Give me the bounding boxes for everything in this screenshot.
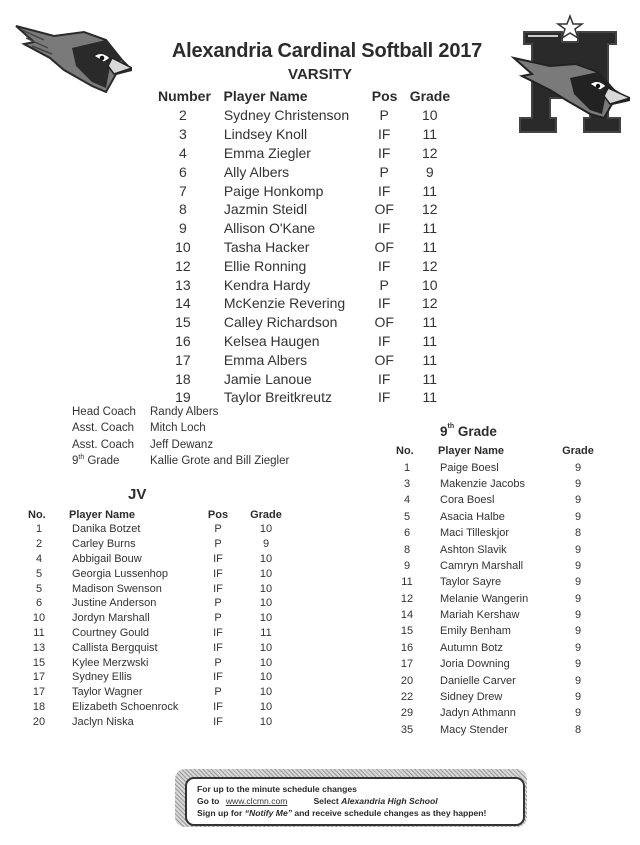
player-grade: 10 xyxy=(259,671,273,684)
table-row xyxy=(152,275,452,294)
coach-row xyxy=(72,420,289,436)
player-name: Emily Benham xyxy=(440,625,511,638)
player-grade: 8 xyxy=(574,723,582,736)
player-number: 6 xyxy=(403,527,411,540)
table-row xyxy=(152,144,452,163)
table-row xyxy=(28,552,298,567)
table-row xyxy=(396,607,596,623)
column-header-grade: Grade xyxy=(562,445,594,458)
table-row xyxy=(396,672,596,688)
player-number: 29 xyxy=(400,707,414,720)
player-grade: 10 xyxy=(259,686,273,699)
table-row xyxy=(152,294,452,313)
website-link[interactable]: www.clcmn.com xyxy=(225,796,288,806)
player-name: Autumn Botz xyxy=(440,641,503,654)
coach-name: Kallie Grote and Bill Ziegler xyxy=(150,455,290,468)
player-number: 15 xyxy=(400,625,414,638)
player-position: IF xyxy=(213,626,223,639)
player-name: Emma Albers xyxy=(223,351,308,368)
table-row xyxy=(396,689,596,705)
player-position: IF xyxy=(213,582,223,595)
column-header-player-name: Player Name xyxy=(223,88,308,104)
coach-name: Randy Albers xyxy=(150,406,219,419)
player-position: IF xyxy=(377,389,391,406)
player-position: IF xyxy=(213,700,223,713)
player-number: 8 xyxy=(403,543,411,556)
coach-role: Asst. Coach xyxy=(72,422,134,435)
notice-line-3 xyxy=(197,807,523,819)
table-row xyxy=(152,200,452,219)
column-header-pos: Pos xyxy=(371,88,398,104)
player-number: 18 xyxy=(32,700,46,713)
player-grade: 11 xyxy=(422,370,438,387)
player-number: 22 xyxy=(400,691,414,704)
table-header xyxy=(28,507,298,522)
player-name: Kendra Hardy xyxy=(223,276,311,293)
player-position: IF xyxy=(377,182,391,199)
player-name: Jadyn Athmann xyxy=(440,707,516,720)
player-number: 20 xyxy=(400,674,414,687)
title-sup: th xyxy=(447,423,455,430)
player-grade: 12 xyxy=(422,201,438,218)
player-name: Melanie Wangerin xyxy=(440,592,529,605)
coach-role: Asst. Coach xyxy=(72,438,134,451)
table-row xyxy=(28,596,298,611)
player-grade: 11 xyxy=(422,314,438,331)
player-grade: 10 xyxy=(259,597,273,610)
table-row xyxy=(152,332,452,351)
player-name: Sydney Christenson xyxy=(223,107,350,124)
player-position: OF xyxy=(374,238,394,255)
column-header-player-name: Player Name xyxy=(438,445,505,458)
player-number: 13 xyxy=(175,276,191,293)
player-number: 11 xyxy=(33,626,45,639)
jv-heading: JV xyxy=(128,486,147,503)
table-row xyxy=(396,591,596,607)
player-name: Maci Tilleskjor xyxy=(440,527,510,540)
player-grade: 9 xyxy=(574,707,582,720)
player-number: 3 xyxy=(179,126,187,143)
table-row xyxy=(152,350,452,369)
player-name: Jazmin Steidl xyxy=(223,201,308,218)
player-position: IF xyxy=(377,370,391,387)
column-header-player-name: Player Name xyxy=(69,508,136,521)
player-name: Jordyn Marshall xyxy=(72,612,150,625)
player-name: Camryn Marshall xyxy=(440,559,524,572)
player-name: Taylor Breitkreutz xyxy=(223,389,332,406)
player-grade: 10 xyxy=(259,700,273,713)
table-header xyxy=(396,443,596,459)
coaching-staff xyxy=(72,404,289,469)
player-name: Carley Burns xyxy=(72,538,136,551)
player-number: 19 xyxy=(175,389,191,406)
column-header-no: No. xyxy=(28,508,46,521)
table-row xyxy=(28,655,298,670)
table-row xyxy=(396,722,596,738)
player-grade: 9 xyxy=(574,691,582,704)
player-grade: 11 xyxy=(422,332,438,349)
player-grade: 9 xyxy=(574,576,582,589)
player-number: 17 xyxy=(32,671,46,684)
player-position: IF xyxy=(377,295,391,312)
role-sup: th xyxy=(78,454,85,462)
player-name: Sidney Drew xyxy=(440,691,503,704)
player-position: P xyxy=(214,656,222,669)
player-name: Calley Richardson xyxy=(223,314,338,331)
player-grade: 9 xyxy=(262,538,270,551)
player-number: 8 xyxy=(179,201,187,218)
player-number: 1 xyxy=(403,461,411,474)
table-row xyxy=(28,611,298,626)
player-name: Jamie Lanoue xyxy=(223,370,312,387)
coach-name: Mitch Loch xyxy=(150,422,206,435)
player-name: Jaclyn Niska xyxy=(72,715,134,728)
player-number: 4 xyxy=(403,494,411,507)
player-number: 5 xyxy=(35,582,43,595)
table-row xyxy=(396,705,596,721)
player-position: IF xyxy=(377,144,391,161)
player-number: 15 xyxy=(32,656,46,669)
player-number: 18 xyxy=(175,370,191,387)
table-row xyxy=(28,700,298,715)
table-row xyxy=(28,626,298,641)
player-name: Ally Albers xyxy=(223,163,290,180)
player-number: 13 xyxy=(32,641,46,654)
player-grade: 10 xyxy=(259,641,273,654)
player-name: Callista Bergquist xyxy=(72,641,158,654)
player-grade: 9 xyxy=(574,559,582,572)
player-position: IF xyxy=(213,552,223,565)
player-grade: 11 xyxy=(422,389,438,406)
player-grade: 10 xyxy=(259,582,273,595)
player-position: P xyxy=(379,276,389,293)
player-position: OF xyxy=(374,201,394,218)
player-name: Ashton Slavik xyxy=(440,543,507,556)
player-number: 6 xyxy=(35,597,43,610)
player-grade: 10 xyxy=(422,276,438,293)
player-grade: 12 xyxy=(422,257,438,274)
player-number: 2 xyxy=(35,538,43,551)
player-grade: 11 xyxy=(260,626,272,639)
player-name: Sydney Ellis xyxy=(72,671,132,684)
column-header-pos: Pos xyxy=(207,508,229,521)
table-row xyxy=(152,313,452,332)
jv-roster-table xyxy=(28,507,298,729)
column-header-no: No. xyxy=(396,445,414,458)
go-to-label: Go to xyxy=(197,796,220,806)
page-title xyxy=(0,40,640,63)
player-number: 4 xyxy=(179,144,187,161)
player-name: Tasha Hacker xyxy=(223,238,310,255)
table-row xyxy=(28,537,298,552)
player-grade: 9 xyxy=(574,641,582,654)
schedule-notice-box xyxy=(185,777,525,826)
player-position: IF xyxy=(377,220,391,237)
player-number: 11 xyxy=(401,576,413,589)
table-row xyxy=(396,656,596,672)
player-grade: 9 xyxy=(574,609,582,622)
coach-row xyxy=(72,437,289,453)
player-number: 15 xyxy=(175,314,191,331)
player-grade: 9 xyxy=(574,543,582,556)
player-name: Mariah Kershaw xyxy=(440,609,520,622)
player-name: Emma Ziegler xyxy=(223,144,311,161)
player-name: Elizabeth Schoenrock xyxy=(72,700,179,713)
player-number: 2 xyxy=(179,107,187,124)
title-rest: Grade xyxy=(454,424,497,439)
player-name: Asacia Halbe xyxy=(440,510,505,523)
player-name: Georgia Lussenhop xyxy=(72,567,169,580)
player-position: IF xyxy=(377,126,391,143)
player-grade: 9 xyxy=(574,674,582,687)
player-name: Makenzie Jacobs xyxy=(440,477,525,490)
player-name: Macy Stender xyxy=(440,723,508,736)
player-grade: 12 xyxy=(422,144,438,161)
title-text: Alexandria Cardinal Softball 2017 xyxy=(171,40,483,62)
player-name: Taylor Sayre xyxy=(440,576,502,589)
table-row xyxy=(396,623,596,639)
ninth-grade-heading xyxy=(440,424,497,439)
player-grade: 12 xyxy=(422,295,438,312)
table-row xyxy=(28,640,298,655)
table-row xyxy=(396,476,596,492)
ninth-grade-roster-table xyxy=(396,443,596,738)
player-position: IF xyxy=(377,332,391,349)
player-grade: 10 xyxy=(259,715,273,728)
player-grade: 9 xyxy=(574,592,582,605)
player-name: Kylee Merzwski xyxy=(72,656,149,669)
table-row xyxy=(28,581,298,596)
table-row xyxy=(396,509,596,525)
player-grade: 11 xyxy=(422,126,438,143)
player-position: IF xyxy=(213,671,223,684)
table-row xyxy=(28,714,298,729)
player-position: IF xyxy=(377,257,391,274)
player-grade: 11 xyxy=(422,238,438,255)
coach-name: Jeff Dewanz xyxy=(150,438,214,451)
coach-role: Head Coach xyxy=(72,406,136,419)
player-grade: 9 xyxy=(574,625,582,638)
player-grade: 10 xyxy=(259,523,273,536)
player-name: Cora Boesl xyxy=(440,494,495,507)
player-grade: 10 xyxy=(259,552,273,565)
player-number: 16 xyxy=(400,641,414,654)
school-name: Alexandria High School xyxy=(341,796,438,806)
player-number: 4 xyxy=(35,552,43,565)
player-name: McKenzie Revering xyxy=(223,295,346,312)
table-row xyxy=(28,566,298,581)
player-number: 12 xyxy=(175,257,191,274)
player-number: 7 xyxy=(179,182,187,199)
player-position: P xyxy=(214,538,222,551)
player-position: P xyxy=(214,612,222,625)
player-name: Abbigail Bouw xyxy=(72,552,142,565)
table-row xyxy=(28,522,298,537)
player-position: P xyxy=(214,523,222,536)
column-header-number: Number xyxy=(158,88,211,104)
varsity-heading: VARSITY xyxy=(288,66,352,83)
coach-row xyxy=(72,453,289,469)
varsity-roster-table xyxy=(152,86,452,407)
coach-row xyxy=(72,404,289,420)
column-header-grade: Grade xyxy=(250,508,282,521)
player-name: Paige Boesl xyxy=(440,461,499,474)
column-header-grade: Grade xyxy=(409,88,451,104)
player-number: 5 xyxy=(35,567,43,580)
player-name: Justine Anderson xyxy=(72,597,157,610)
player-position: IF xyxy=(213,715,223,728)
player-grade: 8 xyxy=(574,527,582,540)
table-row xyxy=(152,238,452,257)
player-position: P xyxy=(214,686,222,699)
table-row xyxy=(152,219,452,238)
table-row xyxy=(152,125,452,144)
player-number: 17 xyxy=(400,658,414,671)
player-number: 17 xyxy=(175,351,191,368)
signup-pre: Sign up for xyxy=(197,808,245,818)
table-row xyxy=(152,181,452,200)
player-grade: 9 xyxy=(574,461,582,474)
player-grade: 10 xyxy=(259,567,273,580)
table-row xyxy=(396,541,596,557)
player-number: 10 xyxy=(175,238,191,255)
player-name: Paige Honkomp xyxy=(223,182,324,199)
table-row xyxy=(396,492,596,508)
player-grade: 11 xyxy=(422,182,438,199)
player-number: 1 xyxy=(35,523,43,536)
player-grade: 11 xyxy=(422,351,438,368)
table-row xyxy=(396,525,596,541)
role-rest: Grade xyxy=(84,455,120,468)
player-number: 16 xyxy=(175,332,191,349)
player-grade: 9 xyxy=(574,494,582,507)
player-grade: 9 xyxy=(574,510,582,523)
player-number: 5 xyxy=(403,510,411,523)
table-row xyxy=(152,106,452,125)
player-position: P xyxy=(379,107,389,124)
player-name: Danika Botzet xyxy=(72,523,141,536)
player-number: 17 xyxy=(32,686,46,699)
player-position: IF xyxy=(213,567,223,580)
player-position: OF xyxy=(374,314,394,331)
player-name: Joria Downing xyxy=(440,658,510,671)
table-row xyxy=(396,459,596,475)
player-number: 14 xyxy=(400,609,414,622)
player-number: 9 xyxy=(403,559,411,572)
notice-line-1: For up to the minute schedule changes xyxy=(197,784,357,794)
player-name: Taylor Wagner xyxy=(72,686,143,699)
player-number: 3 xyxy=(403,477,411,490)
notice-line-2 xyxy=(197,795,523,807)
title-num: 9 xyxy=(440,424,448,439)
player-grade: 9 xyxy=(574,658,582,671)
player-name: Madison Swenson xyxy=(72,582,162,595)
signup-post: and receive schedule changes as they happen! xyxy=(292,808,487,818)
coach-role xyxy=(72,455,150,467)
player-name: Allison O'Kane xyxy=(223,220,316,237)
player-grade: 9 xyxy=(574,477,582,490)
player-grade: 10 xyxy=(422,107,438,124)
player-number: 20 xyxy=(32,715,46,728)
player-number: 14 xyxy=(175,295,191,312)
player-name: Lindsey Knoll xyxy=(223,126,308,143)
player-number: 12 xyxy=(400,592,414,605)
role-num: 9 xyxy=(72,455,79,468)
player-grade: 11 xyxy=(422,220,438,237)
player-position: IF xyxy=(213,641,223,654)
table-row xyxy=(28,685,298,700)
player-name: Kelsea Haugen xyxy=(223,332,320,349)
player-number: 35 xyxy=(400,723,414,736)
player-position: P xyxy=(214,597,222,610)
select-label: Select xyxy=(313,796,342,806)
player-name: Danielle Carver xyxy=(440,674,516,687)
table-header xyxy=(152,86,452,106)
player-grade: 10 xyxy=(259,656,273,669)
table-row xyxy=(152,256,452,275)
player-number: 10 xyxy=(32,612,46,625)
table-row xyxy=(396,558,596,574)
table-row xyxy=(152,369,452,388)
table-row xyxy=(152,162,452,181)
player-number: 6 xyxy=(179,163,187,180)
table-row xyxy=(396,574,596,590)
player-name: Ellie Ronning xyxy=(223,257,307,274)
table-row xyxy=(396,640,596,656)
player-grade: 10 xyxy=(259,612,273,625)
notify-me-label: “Notify Me” xyxy=(244,808,293,818)
player-position: OF xyxy=(374,351,394,368)
table-row xyxy=(28,670,298,685)
player-grade: 9 xyxy=(425,163,434,180)
player-number: 9 xyxy=(179,220,187,237)
player-name: Courtney Gould xyxy=(72,626,150,639)
player-position: P xyxy=(379,163,389,180)
